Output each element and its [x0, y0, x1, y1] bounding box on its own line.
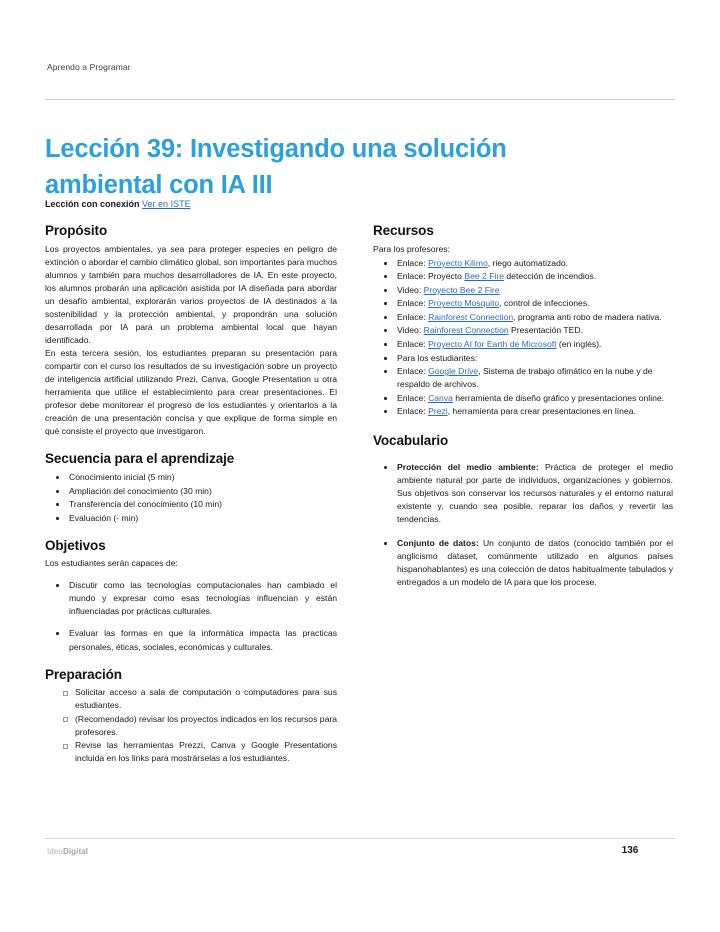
list-item — [373, 257, 673, 270]
right-column — [373, 221, 673, 600]
left-column — [45, 221, 337, 766]
vocabulary-definition: Un conjunto de datos (conocido también por el anglicismo dataset, comúnmente utilizado en algunos países hispanohablantes) es una colección de datos habitualmente tabulados y entregados a un modelo de IA para que los procese. — [397, 538, 673, 588]
list-item: Ampliación del conocimiento (30 min) — [45, 485, 337, 498]
list-item: Revise las herramientas Prezzi, Canva y Google Presentations incluida en los links para mostrárselas a los estudiantes. — [45, 739, 337, 765]
proposito-paragraph-1: Los proyectos ambientales, ya sea para proteger especies en peligro de extinción o abordar el cambio climático global, son importantes para muchos alumnos y también para muchos desarrolladores de IA. En este proyecto, los alumnos probarán una aplicación asistida por IA diseñada para abordar un desafío ambiental, explorarán varios proyectos de IA destinados a la sostenibilidad y la protección ambiental, y propondrán una solución desarrollada por IA para un problema ambiental local que hayan identificado. — [45, 243, 337, 345]
resource-link[interactable]: Proyecto Kilimo — [428, 257, 488, 268]
logo-prefix: Ideo — [47, 847, 63, 856]
list-item — [373, 352, 673, 365]
recursos-list — [373, 257, 673, 419]
objetivos-lead: Los estudiantes serán capaces de: — [45, 558, 178, 569]
heading-vocabulario: Vocabulario — [373, 433, 449, 449]
list-item: Transferencia del conocimiento (10 min) — [45, 498, 337, 511]
iste-link[interactable]: Ver en ISTE — [142, 199, 191, 209]
resource-link[interactable]: Proyecto Mosquito — [428, 298, 500, 309]
logo-suffix: Digital — [62, 847, 89, 856]
list-item: Solicitar acceso a sala de computación o computadores para sus estudiantes. — [45, 686, 337, 712]
list-item: Evaluar las formas en que la informática impacta las practicas personales, éticas, sociales, económicas y culturales. — [45, 627, 337, 653]
resource-prefix: Enlace: Proyecto — [397, 271, 465, 282]
resource-link[interactable]: Bee 2 Fire — [464, 271, 505, 282]
vocabulario-list — [373, 461, 673, 590]
resource-link[interactable]: Canva — [428, 392, 453, 403]
list-item — [373, 311, 673, 324]
secuencia-list — [45, 471, 337, 525]
list-item: Discutir como las tecnologías computacionales han cambiado el mundo y expresar como esas tecnologías influencian y están influenciadas por prácticas culturales. — [45, 579, 337, 618]
resource-prefix: Video: — [397, 325, 424, 336]
resource-prefix: Enlace: — [397, 406, 429, 417]
header-divider — [45, 99, 675, 100]
resource-prefix: Enlace: — [397, 311, 429, 322]
recursos-lead: Para los profesores: — [373, 243, 450, 254]
resource-link[interactable]: Prezi — [428, 406, 448, 417]
resource-suffix: , control de infecciones. — [499, 298, 590, 309]
heading-recursos: Recursos — [373, 223, 434, 238]
vocabulary-term: Conjunto de datos: — [397, 538, 479, 549]
resource-suffix: (en inglés). — [556, 338, 602, 349]
resource-prefix: Video: — [397, 284, 424, 295]
list-item — [373, 537, 673, 589]
resource-suffix: , herramienta para crear presentaciones en línea. — [447, 406, 636, 417]
list-item — [373, 392, 673, 405]
list-item — [373, 284, 673, 297]
list-item — [373, 405, 673, 418]
list-item — [373, 338, 673, 351]
resource-suffix: Presentación TED. — [508, 325, 583, 336]
proposito-paragraph-2: En esta tercera sesión, los estudiantes preparan su presentación para compartir con el curso los resultados de su investigación sobre un proyecto de inteligencia artificial utilizando Prezi, Canva, Google Presentation u otra herramienta que utilice el establecimiento para crear presentaciones. El profesor debe monitorear el progreso de los estudiantes y orientarlos a la creación de una presentación concisa y que explique de forma simple en qué consiste el proyecto que investigaron. — [45, 348, 337, 437]
resource-suffix: , Sistema de trabajo ofimático en la nube y de respaldo de archivos. — [397, 366, 653, 390]
heading-preparacion: Preparación — [45, 666, 122, 682]
resource-prefix: Enlace: — [397, 338, 429, 349]
resource-link[interactable]: Rainforest Connection — [428, 311, 514, 322]
resource-suffix: , programa anti robo de madera nativa. — [513, 311, 662, 322]
list-item — [373, 297, 673, 310]
list-item: Evaluación (- min) — [45, 512, 337, 525]
list-item — [373, 365, 673, 391]
list-item: Conocimiento inicial (5 min) — [45, 471, 337, 484]
list-item: (Recomendado) revisar los proyectos indicados en los recursos para profesores. — [45, 713, 337, 739]
preparacion-list — [45, 686, 337, 765]
resource-link[interactable]: Rainforest Connection — [423, 325, 509, 336]
resource-link[interactable]: Proyecto AI for Earth de Microsoft — [428, 338, 557, 349]
connection-label: Lección con conexión — [45, 199, 140, 209]
list-item — [373, 270, 673, 283]
connection-line — [45, 199, 191, 209]
heading-secuencia: Secuencia para el aprendizaje — [45, 451, 235, 467]
list-item — [373, 461, 673, 526]
header-running-title: Aprendo a Programar — [47, 62, 131, 72]
resource-prefix: Para los estudiantes: — [397, 352, 478, 363]
heading-proposito: Propósito — [45, 223, 108, 238]
page-title: Lección 39: Investigando una solución ambiental con IA III — [45, 135, 507, 200]
vocabulary-term: Protección del medio ambiente: — [397, 461, 539, 472]
vocabulary-definition: Práctica de proteger el medio ambiente natural por parte de individuos, organizaciones y gobiernos. Sus objetivos son conservar los recursos naturales y el entorno natural existente y, cuando sea posible, reparar los daños y revertir las tendencias. — [397, 461, 673, 525]
resource-suffix: , riego automatizado. — [487, 257, 569, 268]
page-number: 136 — [621, 845, 639, 856]
heading-objetivos: Objetivos — [45, 537, 106, 553]
resource-prefix: Enlace: — [397, 257, 429, 268]
list-item — [373, 324, 673, 337]
resource-link[interactable]: Google Drive — [428, 366, 479, 377]
footer-logo — [47, 847, 88, 856]
objetivos-list — [45, 579, 337, 653]
resource-prefix: Enlace: — [397, 366, 429, 377]
resource-suffix: herramienta de diseño gráfico y presentaciones online. — [452, 392, 665, 403]
resource-link[interactable]: Proyecto Bee 2 Fire — [423, 284, 500, 295]
resource-prefix: Enlace: — [397, 298, 429, 309]
resource-prefix: Enlace: — [397, 392, 429, 403]
resource-suffix: detección de incendios. — [504, 271, 597, 282]
footer-divider — [45, 838, 675, 839]
